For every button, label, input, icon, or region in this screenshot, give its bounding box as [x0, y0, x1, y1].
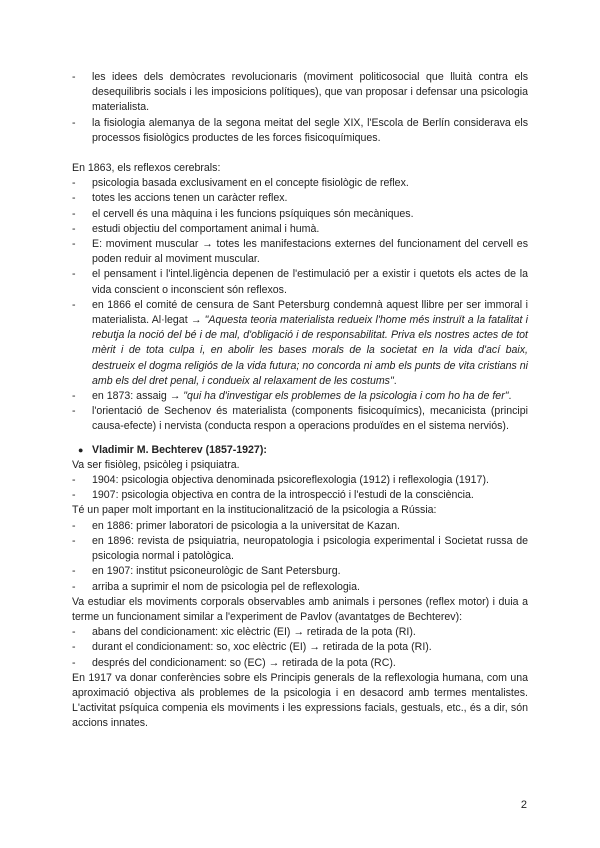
list-item: [72, 404, 528, 434]
spacer: [72, 435, 528, 443]
list-item: [72, 70, 528, 116]
list-item: [72, 207, 528, 222]
bullet-dash: -: [72, 626, 76, 639]
list-item-text: psicologia basada exclusivament en el concepte fisiològic de reflex.: [92, 177, 409, 190]
bullet-dash: -: [72, 534, 76, 547]
assaig-text: en 1873: assaig →: [92, 390, 184, 403]
list-item-text: en 1896: revista de psiquiatria, neuropatologia i psicologia experimental i Societat russa de psicologia normal i patològica.: [92, 534, 528, 563]
bullet-dash: -: [72, 116, 76, 129]
list-item-text: 1907: psicologia objectiva en contra de la introspecció i l'estudi de la consciència.: [92, 489, 474, 502]
list-item: [72, 222, 528, 237]
bullet-dash: -: [72, 641, 76, 654]
bechterev-role: Va ser fisiòleg, psicòleg i psiquiatra.: [72, 458, 240, 471]
list-item: [72, 488, 528, 503]
list-item-censura: [72, 298, 528, 389]
list-item: [72, 267, 528, 297]
list-item: [72, 191, 528, 206]
bullet-dash: -: [72, 474, 76, 487]
bullet-dash: -: [72, 298, 76, 311]
list-item: [72, 473, 528, 488]
closing-paragraph: En 1917 va donar conferències sobre els Principis generals de la reflexologia humana, com una aproximació objectiva als problemes de la psicologia i en desacord amb termes mentalistes. L'activitat psíquica compenia els moviments i les expressions facials, gestuals, etc., és a dir, són accions innates.: [72, 671, 528, 730]
censura-end: .: [393, 374, 397, 387]
list-item-text: abans del condicionament: xic elèctric (EI) → retirada de la pota (RI).: [92, 626, 416, 639]
bullet-dash: -: [72, 656, 76, 669]
bullet-dash: -: [72, 268, 76, 281]
assaig-end: .: [508, 390, 512, 403]
list-item-text: en 1907: institut psiconeurològic de Sant Petersburg.: [92, 565, 341, 578]
bullet-dash: -: [72, 207, 76, 220]
list-item: [72, 519, 528, 534]
bullet-dash: -: [72, 405, 76, 418]
institutional-intro: Té un paper molt important en la institucionalització de la psicologia a Rússia:: [72, 504, 437, 517]
censura-text: en 1866 el comité de censura de Sant Petersburg condemnà aquest llibre per ser immoral i materialista. Al·legat →: [92, 298, 528, 327]
page-content: [72, 70, 528, 732]
list-item: [72, 237, 528, 267]
list-item-text: després del condicionament: so (EC) → retirada de la pota (RC).: [92, 656, 396, 669]
list-item-text: en 1886: primer laboratori de psicologia a la universitat de Kazan.: [92, 519, 400, 532]
bechterev-heading-text: Vladimir M. Bechterev (1857-1927):: [92, 443, 267, 456]
list-item-text: el cervell és una màquina i les funcions psíquiques són mecàniques.: [92, 207, 414, 220]
page-number: 2: [520, 799, 527, 811]
bullet-dash: -: [72, 177, 76, 190]
spacer: [72, 146, 528, 161]
censura-quote: "Aquesta teoria materialista redueix l'home més instruït a la fatalitat i rebutja la noció del bé i de mal, d'obligació i de responsabilitat. Priva els nostres actes de tot mèrit i de tota culpa i, en abolir les bases morals de la societat en la vida d'ací baix, destrueix el dogma religiós de la vida futura; no concorda ni amb els punts de vita cristians ni amb els del dret penal, i condueix al relaxament de les costums": [92, 314, 528, 387]
list-item-text: l'orientació de Sechenov és materialista (components fisicoquímics), mecanicista (principi causa-efecte) i nervista (conducta respon a operacions produïdes en el sistema nerviós).: [92, 405, 528, 433]
list-item: [72, 176, 528, 191]
bechterev-heading: [72, 443, 528, 458]
list-item: [72, 656, 528, 671]
assaig-quote: "qui ha d'investigar els problemes de la psicologia i com ho ha de fer": [183, 390, 509, 403]
list-item-text: el pensament i l'intel.ligència depenen de l'estimulació per a existir i quetots els actes de la vida conscient o inconscient són reflexos.: [92, 268, 528, 296]
list-item: [72, 564, 528, 579]
movements-intro: Va estudiar els moviments corporals observables amb animals i persones (reflex motor) i duia a terme un funcionament similar a l'experiment de Pavlov (avantatges de Bechterev):: [72, 595, 528, 623]
bullet-dash: -: [72, 71, 76, 83]
list-item: [72, 534, 528, 564]
list-item-text: arriba a suprimir el nom de psicologia pel de reflexologia.: [92, 580, 360, 593]
list-item-text: estudi objectiu del comportament animal i humà.: [92, 222, 320, 235]
bullet-dash: -: [72, 565, 76, 578]
list-item: [72, 640, 528, 655]
bullet-dash: -: [72, 489, 76, 502]
list-item: [72, 116, 528, 146]
bullet-dash: -: [72, 238, 76, 251]
bullet-dash: -: [72, 580, 76, 593]
list-item-text: la fisiologia alemanya de la segona meitat del segle XIX, l'Escola de Berlín considerava els processos fisiològics productes de les forces fisicoquímiques.: [92, 116, 528, 144]
list-item-text: durant el condicionament: so, xoc elèctric (EI) → retirada de la pota (RI).: [92, 641, 432, 654]
bullet-dash: -: [72, 390, 76, 403]
section-heading-reflexos: En 1863, els reflexos cerebrals:: [72, 162, 221, 175]
bullet-dash: -: [72, 222, 76, 235]
list-item-assaig: [72, 389, 528, 404]
list-item-text: E: moviment muscular → totes les manifestacions externes del funcionament del cervell es poden reduir al moviment muscular.: [92, 238, 528, 266]
list-item-text: les idees dels demòcrates revolucionaris (moviment politicosocial que lluità contra els desequilibris socials i les imposicions polítiques), que van proposar i defensar una psicologia materialista.: [92, 71, 528, 114]
bullet-dot-icon: ●: [78, 444, 84, 455]
list-item: [72, 580, 528, 595]
bullet-dash: -: [72, 192, 76, 205]
bullet-dash: -: [72, 519, 76, 532]
list-item: [72, 625, 528, 640]
list-item-text: totes les accions tenen un caràcter reflex.: [92, 192, 288, 205]
list-item-text: 1904: psicologia objectiva denominada psicoreflexologia (1912) i reflexologia (1917).: [92, 474, 489, 487]
